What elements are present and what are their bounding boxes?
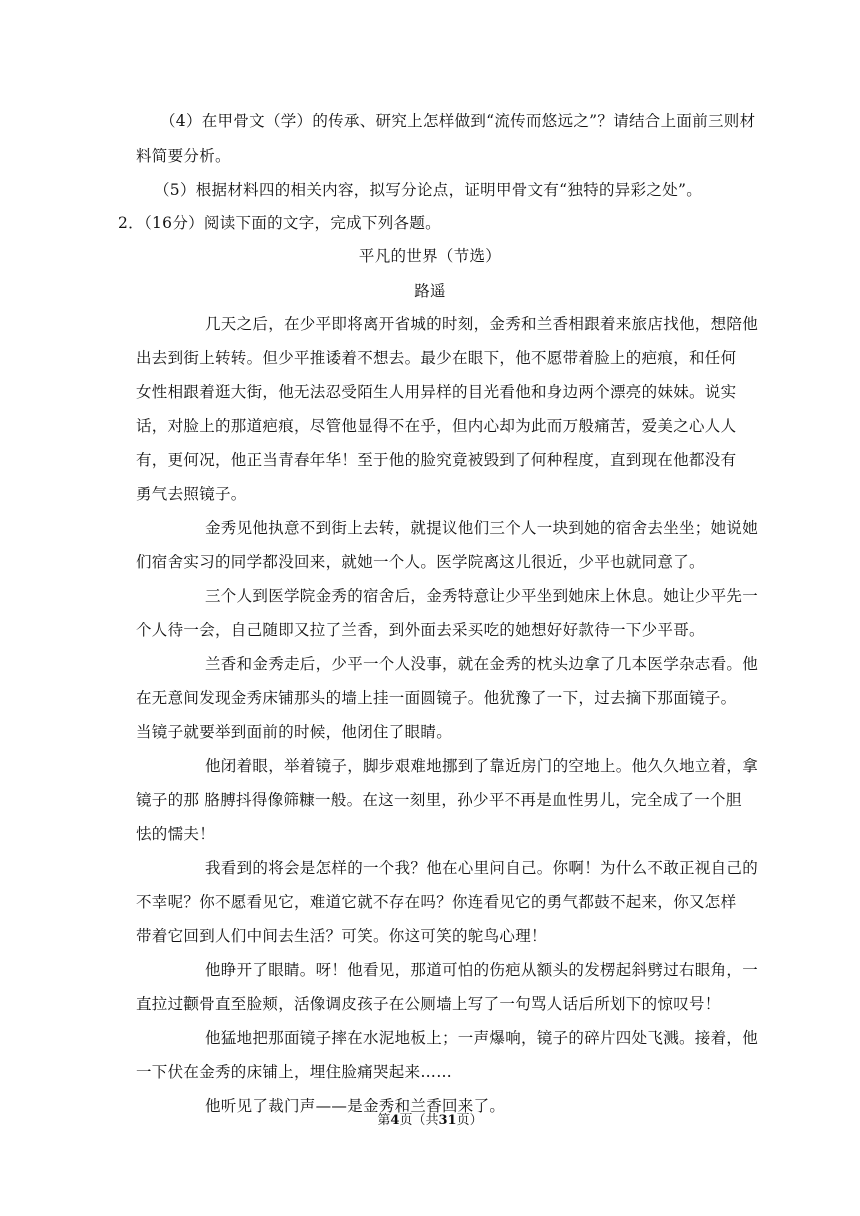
question-4-line-1: （4）在甲骨文（学）的传承、研究上怎样做到“流传而悠远之”？请结合上面前三则材 [160,112,756,130]
passage-line: 出去到街上转转。但少平推诿着不想去。最少在眼下，他不愿带着脸上的疤痕，和任何 [136,349,737,367]
passage-line: 带着它回到人们中间去生活？可笑。你这可笑的鸵鸟心理！ [136,927,547,945]
passage-line: 他睁开了眼睛。呀！他看见，那道可怕的伤疤从额头的发楞起斜劈过右眼角，一 [205,961,759,979]
passage-line: 当镜子就要举到面前的时候，他闭住了眼睛。 [136,723,453,741]
passage-line: 镜子的那 胳膊抖得像筛糠一般。在这一刻里，孙少平不再是血性男儿，完全成了一个胆 [136,791,742,809]
passage-line: 兰香和金秀走后，少平一个人没事，就在金秀的枕头边拿了几本医学杂志看。他 [205,655,759,673]
passage-line: 我看到的将会是怎样的一个我？他在心里问自己。你啊！为什么不敢正视自己的 [205,859,759,877]
passage-line: 怯的懦夫！ [136,825,216,843]
footer-middle: 页（共 [399,1113,439,1128]
passage-line: 女性相跟着逛大街，他无法忍受陌生人用异样的目光看他和身边两个漂亮的妹妹。说实 [136,383,737,401]
footer-suffix: 页） [456,1113,483,1128]
passage-line: 不幸呢？你不愿看见它，难道它就不存在吗？你连看见它的勇气都鼓不起来，你又怎样 [136,893,737,911]
page-footer [0,1113,860,1129]
passage-line: 他闭着眼，举着镜子，脚步艰难地挪到了靠近房门的空地上。他久久地立着，拿 [205,757,759,775]
passage-line: 有，更何况，他正当青春年华！至于他的脸究竟被毁到了何种程度，直到现在他都没有 [136,451,737,469]
passage-line: 金秀见他执意不到街上去转，就提议他们三个人一块到她的宿舍去坐坐；她说她 [205,519,759,537]
passage-line: 在无意间发现金秀床铺那头的墙上挂一面圆镜子。他犹豫了一下，过去摘下那面镜子。 [136,689,737,707]
passage-line: 他猛地把那面镜子摔在水泥地板上；一声爆响，镜子的碎片四处飞溅。接着，他 [205,1029,759,1047]
passage-line: 们宿舍实习的同学都没回来，就她一个人。医学院离这儿很近，少平也就同意了。 [136,553,705,571]
question-4-line-2: 料简要分析。 [136,147,231,165]
question-5: （5）根据材料四的相关内容，拟写分论点，证明甲骨文有“独特的异彩之处”。 [154,181,703,199]
question-2-header: 2．（16分）阅读下面的文字，完成下列各题。 [118,214,441,232]
page-number: 4 [390,1113,400,1128]
passage-line: 三个人到医学院金秀的宿舍后，金秀特意让少平坐到她床上休息。她让少平先一 [205,587,759,605]
passage-title: 平凡的世界（节选） [358,247,502,265]
passage-line: 个人待一会，自己随即又拉了兰香，到外面去采买吃的她想好好款待一下少平哥。 [136,621,705,639]
passage-line: 一下伏在金秀的床铺上，埋住脸痛哭起来…… [136,1063,453,1081]
passage-line: 几天之后，在少平即将离开省城的时刻，金秀和兰香相跟着来旅店找他，想陪他 [205,315,759,333]
passage-line: 勇气去照镜子。 [136,485,247,503]
total-pages: 31 [438,1113,457,1128]
passage-line: 他听见了裁门声——是金秀和兰香回来了。 [205,1097,506,1115]
footer-prefix: 第 [377,1113,391,1128]
passage-author: 路遥 [414,282,446,300]
passage-line: 话，对脸上的那道疤痕，尽管他显得不在乎，但内心却为此而万般痛苦，爱美之心人人 [136,417,737,435]
passage-line: 直拉过颧骨直至脸颊，活像调皮孩子在公厕墙上写了一句骂人话后所划下的惊叹号！ [136,995,721,1013]
